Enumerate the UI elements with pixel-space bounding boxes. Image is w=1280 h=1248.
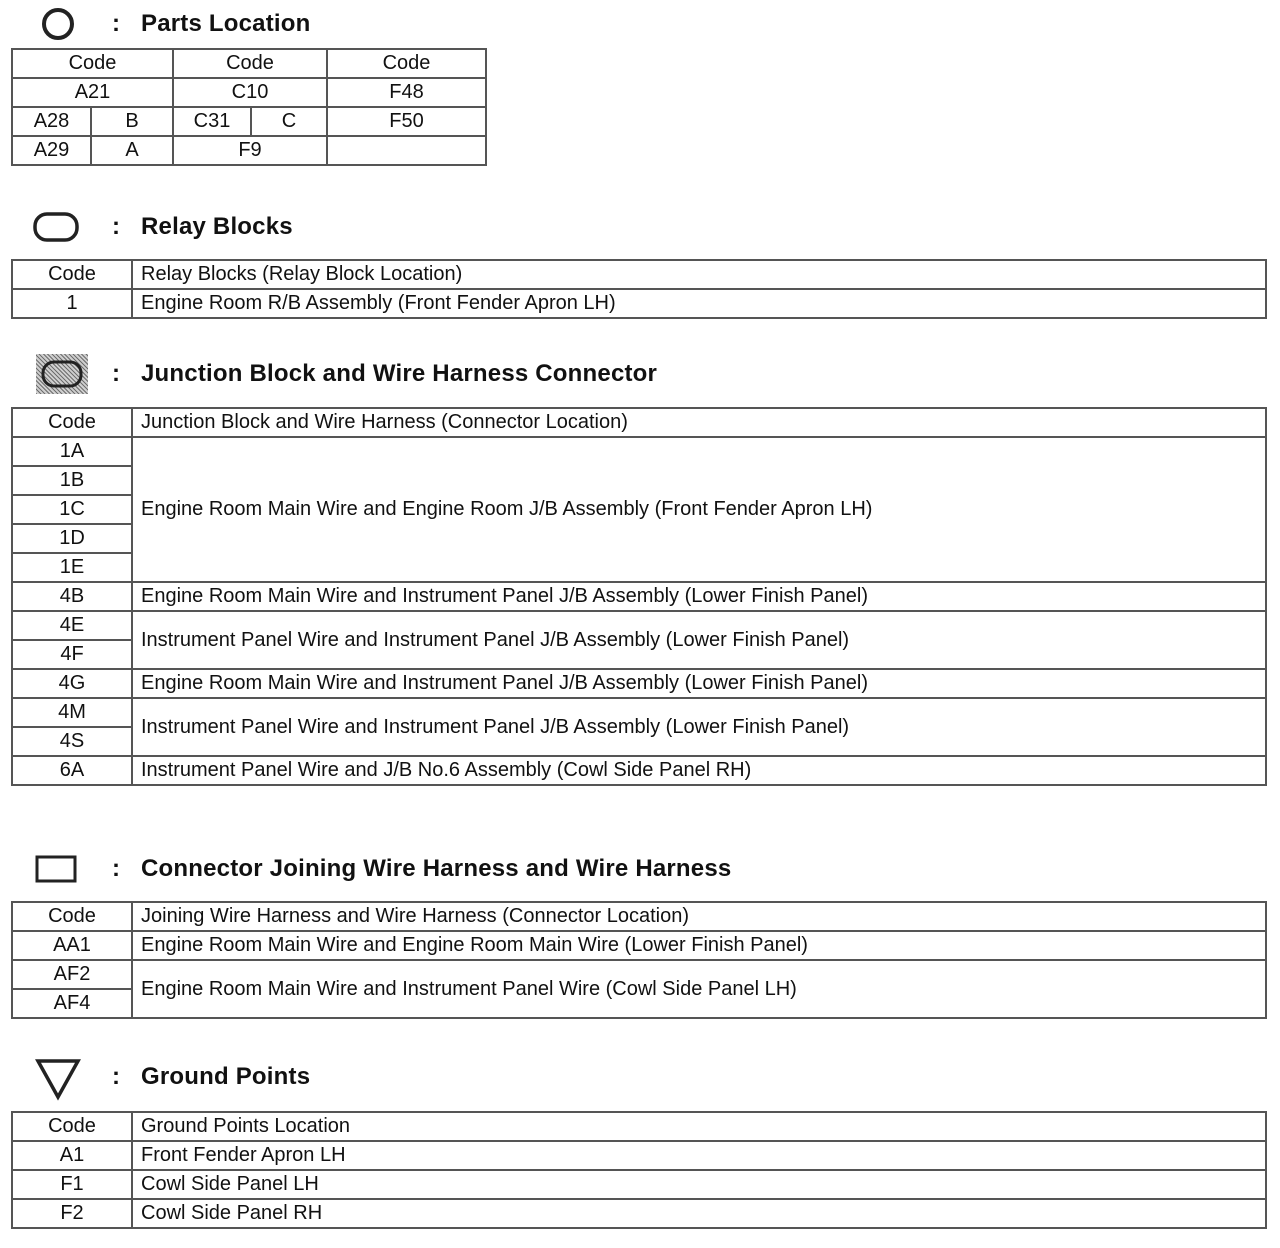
ground-triangle-icon: [34, 1057, 82, 1101]
code-cell: 1: [12, 289, 132, 318]
location-cell: Engine Room Main Wire and Engine Room Main Wire (Lower Finish Panel): [132, 931, 1266, 960]
table-row: [12, 1141, 1266, 1170]
location-header: Joining Wire Harness and Wire Harness (Connector Location): [132, 902, 1266, 931]
ground-points-table: [11, 1111, 1267, 1229]
location-cell: Instrument Panel Wire and J/B No.6 Assembly (Cowl Side Panel RH): [132, 756, 1266, 785]
code-cell: C: [251, 107, 327, 136]
section-title: Ground Points: [141, 1063, 311, 1090]
header-cell: Code: [173, 49, 327, 78]
code-cell: F2: [12, 1199, 132, 1228]
location-cell: Engine Room R/B Assembly (Front Fender Apron LH): [132, 289, 1266, 318]
section-title: Junction Block and Wire Harness Connector: [141, 360, 658, 387]
location-cell: Engine Room Main Wire and Instrument Panel Wire (Cowl Side Panel LH): [132, 960, 1266, 1018]
code-cell: AF2: [12, 960, 132, 989]
code-cell: 6A: [12, 756, 132, 785]
table-row: [12, 289, 1266, 318]
code-header: Code: [12, 260, 132, 289]
colon: :: [112, 10, 120, 37]
ground-points-header: [0, 1057, 1280, 1097]
code-header: Code: [12, 408, 132, 437]
table-row: [12, 756, 1266, 785]
table-header-row: [12, 1112, 1266, 1141]
circle-icon: [40, 6, 76, 42]
table-row: [12, 669, 1266, 698]
code-cell: A21: [12, 78, 173, 107]
code-cell: 1E: [12, 553, 132, 582]
table-row: [12, 698, 1266, 727]
code-cell: A: [91, 136, 173, 165]
code-cell: 4E: [12, 611, 132, 640]
code-cell: AA1: [12, 931, 132, 960]
code-cell: A28: [12, 107, 91, 136]
code-cell: 1A: [12, 437, 132, 466]
location-cell: Front Fender Apron LH: [132, 1141, 1266, 1170]
joining-connector-table: [11, 901, 1267, 1019]
code-cell: B: [91, 107, 173, 136]
hatched-rounded-rect-icon: [36, 354, 88, 394]
header-cell: Code: [12, 49, 173, 78]
section-title: Connector Joining Wire Harness and Wire Harness: [141, 855, 732, 882]
code-cell: F48: [327, 78, 486, 107]
table-row: [12, 931, 1266, 960]
code-cell: AF4: [12, 989, 132, 1018]
colon: :: [112, 360, 120, 387]
table-header-row: [12, 408, 1266, 437]
joining-connector-header: [0, 849, 1280, 889]
rounded-rect-icon: [32, 211, 80, 243]
location-cell: Engine Room Main Wire and Instrument Panel J/B Assembly (Lower Finish Panel): [132, 582, 1266, 611]
location-cell: Cowl Side Panel LH: [132, 1170, 1266, 1199]
table-row: [12, 107, 486, 136]
colon: :: [112, 1063, 120, 1090]
code-cell: 4G: [12, 669, 132, 698]
rectangle-icon: [34, 853, 78, 885]
location-cell: Instrument Panel Wire and Instrument Panel J/B Assembly (Lower Finish Panel): [132, 698, 1266, 756]
junction-block-table: [11, 407, 1267, 786]
table-row: [12, 136, 486, 165]
code-cell: 4M: [12, 698, 132, 727]
table-row: [12, 49, 486, 78]
table-row: [12, 437, 1266, 466]
location-cell: Instrument Panel Wire and Instrument Panel J/B Assembly (Lower Finish Panel): [132, 611, 1266, 669]
code-header: Code: [12, 1112, 132, 1141]
location-cell: Engine Room Main Wire and Instrument Panel J/B Assembly (Lower Finish Panel): [132, 669, 1266, 698]
code-cell: A29: [12, 136, 91, 165]
relay-blocks-table: [11, 259, 1267, 319]
code-cell: F9: [173, 136, 327, 165]
code-cell: [327, 136, 486, 165]
code-header: Code: [12, 902, 132, 931]
table-row: [12, 1199, 1266, 1228]
code-cell: 1C: [12, 495, 132, 524]
section-title: Relay Blocks: [141, 213, 293, 240]
code-cell: 1D: [12, 524, 132, 553]
relay-blocks-header: [0, 207, 1280, 247]
table-row: [12, 1170, 1266, 1199]
header-cell: Code: [327, 49, 486, 78]
code-cell: 4B: [12, 582, 132, 611]
section-title: Parts Location: [141, 10, 311, 37]
table-header-row: [12, 260, 1266, 289]
table-row: [12, 582, 1266, 611]
code-cell: F1: [12, 1170, 132, 1199]
code-cell: C31: [173, 107, 251, 136]
table-row: [12, 611, 1266, 640]
location-header: Ground Points Location: [132, 1112, 1266, 1141]
code-cell: 4S: [12, 727, 132, 756]
parts-location-table: [11, 48, 487, 166]
code-cell: C10: [173, 78, 327, 107]
junction-block-header: [0, 354, 1280, 394]
table-row: [12, 960, 1266, 989]
table-header-row: [12, 902, 1266, 931]
table-row: [12, 78, 486, 107]
code-cell: F50: [327, 107, 486, 136]
location-cell: Engine Room Main Wire and Engine Room J/B Assembly (Front Fender Apron LH): [132, 437, 1266, 582]
location-cell: Cowl Side Panel RH: [132, 1199, 1266, 1228]
location-header: Relay Blocks (Relay Block Location): [132, 260, 1266, 289]
colon: :: [112, 213, 120, 240]
colon: :: [112, 855, 120, 882]
code-cell: 4F: [12, 640, 132, 669]
location-header: Junction Block and Wire Harness (Connector Location): [132, 408, 1266, 437]
code-cell: A1: [12, 1141, 132, 1170]
parts-location-header: [0, 4, 1280, 44]
code-cell: 1B: [12, 466, 132, 495]
